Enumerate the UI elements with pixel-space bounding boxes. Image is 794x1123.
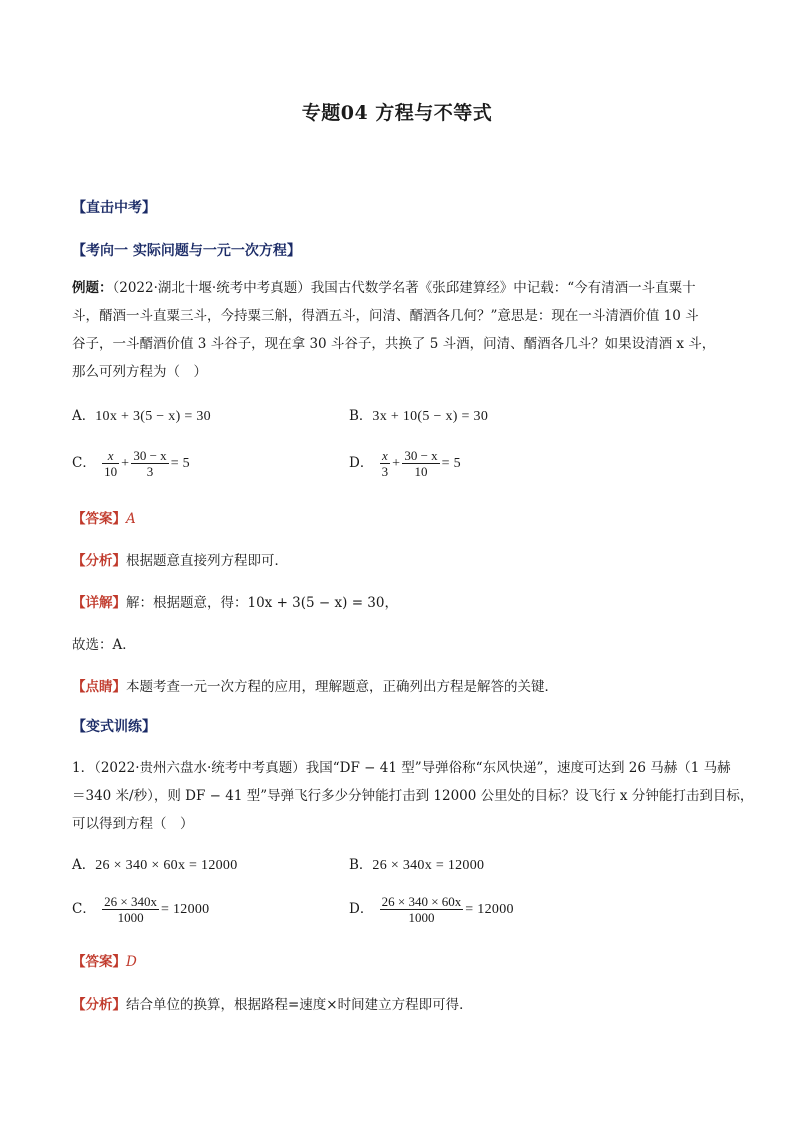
option-label: A． — [72, 408, 96, 424]
fraction-numerator: 26 × 340x — [104, 894, 157, 909]
example-label: 例题： — [72, 280, 113, 296]
question-1-line-3: 可以得到方程（ ） — [72, 816, 194, 832]
option-label: C． — [72, 901, 96, 917]
example-question — [72, 274, 722, 386]
example-text-line-3: 谷子，一斗醑酒价值 3 斗谷子，现在拿 30 斗谷子，共换了 5 斗酒，问清、醑酒各几斗？如果设清酒 x 斗， — [72, 336, 716, 352]
question-1 — [72, 754, 754, 838]
fraction-denominator: 10 — [104, 464, 118, 479]
question-1-line-2: ＝340 米/秒），则 DF − 41 型”导弹飞行多少分钟能打击到 12000 公里处的目标？设飞行 x 分钟能打击到目标， — [72, 788, 754, 804]
section-direct-heading: 【直击中考】 — [72, 200, 156, 216]
option-rhs: = 12000 — [465, 902, 514, 917]
fraction-numerator: 30 − x — [133, 448, 167, 463]
detail-tag: 【详解】 — [72, 595, 126, 611]
option-label: B． — [349, 857, 373, 873]
page-title: 专题04 方程与不等式 — [301, 102, 493, 124]
option-rhs: = 5 — [170, 456, 190, 471]
fraction-numerator: x — [102, 448, 119, 464]
question-1-analysis — [72, 991, 722, 1019]
option-formula: 26 × 340 × 60x = 12000 — [95, 858, 238, 873]
answer-value: A — [126, 511, 136, 527]
fraction — [102, 894, 159, 925]
fraction-denominator: 10 — [414, 464, 428, 479]
option-label: C． — [72, 455, 96, 471]
fraction — [380, 894, 464, 925]
detail-text: 解：根据题意，得：10x + 3(5 − x) = 30， — [126, 595, 398, 611]
example-choose — [72, 631, 722, 659]
option-label: B． — [349, 408, 373, 424]
question-1-option-b — [349, 853, 484, 874]
answer-value: D — [126, 954, 137, 970]
fraction-numerator: 26 × 340 × 60x — [381, 894, 462, 909]
option-formula: 3x + 10(5 − x) = 30 — [372, 409, 489, 424]
option-formula: 10x + 3(5 − x) = 30 — [95, 409, 211, 424]
option-label: D． — [349, 455, 374, 471]
fraction-numerator: x — [380, 448, 391, 464]
comment-text: 本题考查一元一次方程的应用，理解题意，正确列出方程是解答的关键． — [126, 679, 558, 695]
analysis-tag: 【分析】 — [72, 553, 126, 569]
option-rhs: = 12000 — [160, 902, 210, 917]
fraction — [380, 448, 391, 479]
analysis-text: 结合单位的换算，根据路程=速度×时间建立方程即可得． — [126, 997, 473, 1013]
example-analysis — [72, 547, 722, 575]
section-topic-heading: 【考向一 实际问题与一元一次方程】 — [72, 243, 301, 259]
question-1-option-a — [72, 853, 238, 874]
fraction — [131, 448, 168, 479]
fraction-denominator: 3 — [381, 464, 389, 479]
fraction-numerator: 30 − x — [404, 448, 438, 463]
example-option-c: C． $\frac{x}{10}$ + $\frac{30 - x}{3}$ = 5 — [72, 448, 190, 479]
analysis-text: 根据题意直接列方程即可． — [126, 553, 288, 569]
example-option-d: D． $\frac{x}{3}$ + $\frac{30 - x}{10}$ = 5 — [349, 448, 461, 479]
question-1-line-1: 1．（2022·贵州六盘水·统考中考真题）我国“DF − 41 型”导弹俗称“东风快递”，速度可达到 26 马赫（1 马赫 — [72, 760, 731, 776]
answer-tag: 【答案】 — [72, 954, 126, 970]
question-1-answer — [72, 948, 722, 976]
example-answer — [72, 505, 722, 533]
example-detail — [72, 589, 722, 617]
choose-text: 故选：A． — [72, 637, 136, 653]
option-rhs: = 5 — [441, 456, 461, 471]
comment-tag: 【点睛】 — [72, 679, 126, 695]
option-formula: 26 × 340x = 12000 — [372, 858, 485, 873]
fraction-denominator: 3 — [146, 464, 154, 479]
fraction — [102, 448, 119, 479]
option-label: A． — [72, 857, 96, 873]
option-label: D． — [349, 901, 374, 917]
example-text-line-1: （2022·湖北十堰·统考中考真题）我国古代数学名著《张邱建算经》中记载：“今有清酒一斗直粟十 — [112, 280, 696, 296]
fraction-denominator: 1000 — [408, 910, 435, 925]
example-text-line-4: 那么可列方程为（ ） — [72, 364, 207, 380]
answer-tag: 【答案】 — [72, 511, 126, 527]
section-training-heading: 【变式训练】 — [72, 719, 156, 735]
analysis-tag: 【分析】 — [72, 997, 126, 1013]
example-comment — [72, 673, 722, 701]
question-1-option-d — [349, 894, 514, 925]
example-text-line-2: 斗，醑酒一斗直粟三斗，今持粟三斛，得酒五斗，问清、醑酒各几何？”意思是：现在一斗清酒价值 10 斗 — [72, 308, 699, 324]
question-1-option-c — [72, 894, 209, 925]
example-option-b — [349, 404, 488, 425]
fraction-denominator: 1000 — [117, 910, 144, 925]
fraction — [402, 448, 439, 479]
example-option-a — [72, 404, 211, 425]
